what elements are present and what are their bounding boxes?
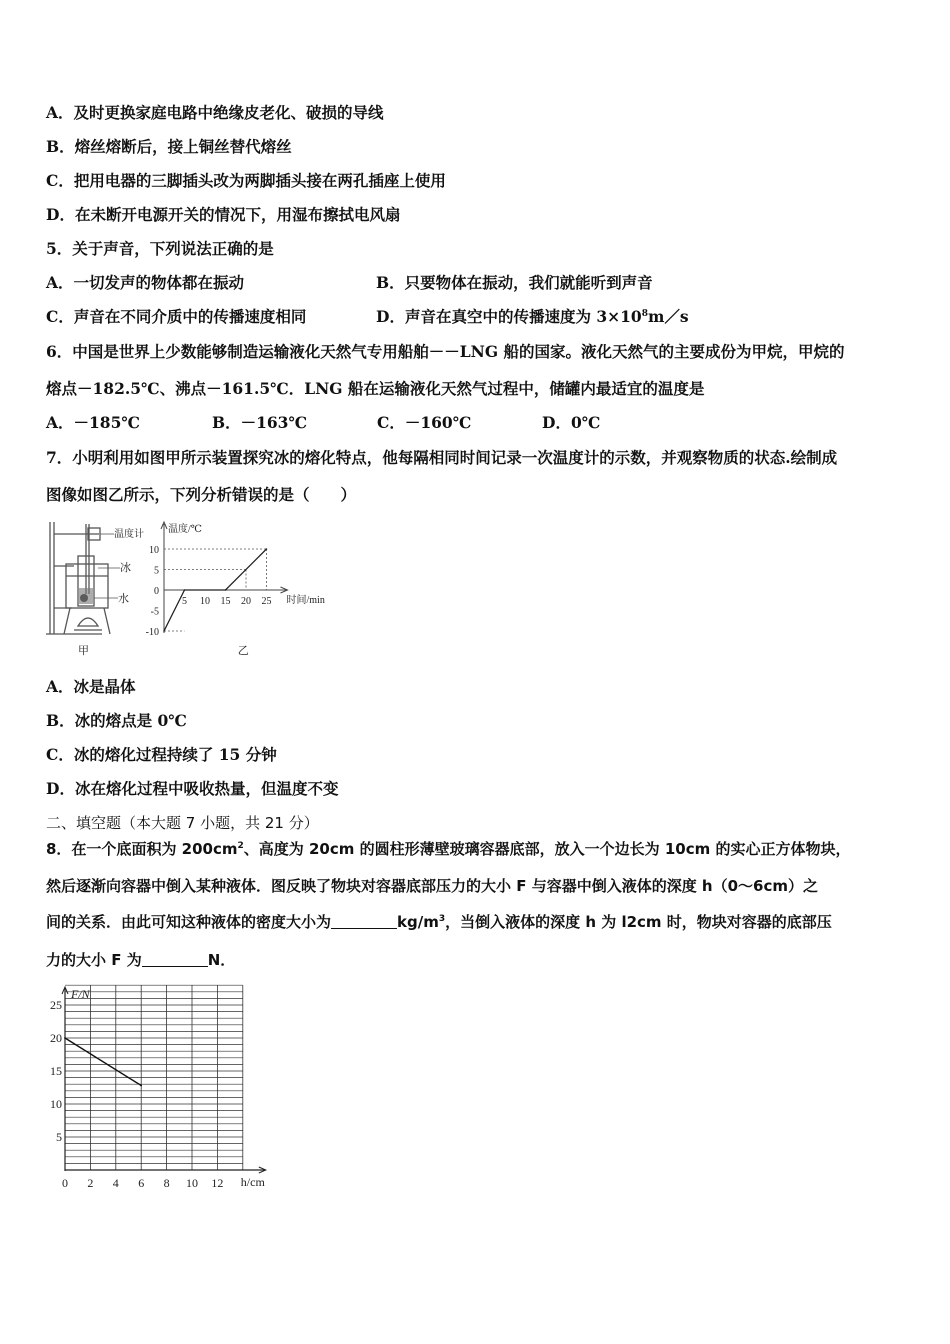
temperature-time-chart — [136, 518, 356, 660]
y-tick-label: 25 — [50, 998, 62, 1012]
q6-stem-line1: 6．中国是世界上少数能够制造运输液化天然气专用船舶－－LNG 船的国家。液化天然气的主要成份为甲烷，甲烷的 — [46, 342, 845, 361]
q5-option-b: B．只要物体在振动，我们就能听到声音 — [376, 273, 653, 292]
q7-stem-line2: 图像如图乙所示，下列分析错误的是（ ） — [46, 485, 357, 504]
q6-option-d: D．0℃ — [542, 413, 601, 432]
water-label: 水 — [118, 593, 129, 605]
density-answer-blank[interactable] — [331, 914, 397, 929]
q5-option-d: D．声音在真空中的传播速度为 $3\times 10^8m/s$ — [376, 307, 689, 326]
ice-label: 冰 — [120, 562, 131, 574]
x-tick-label: 0 — [62, 1176, 68, 1190]
figure-yi-caption: 乙 — [237, 645, 249, 657]
y-axis-label: 温度/℃ — [168, 524, 202, 535]
q4-option-c: C．把用电器的三脚插头改为两脚插头接在两孔插座上使用 — [46, 171, 446, 190]
x-tick-label: 6 — [138, 1176, 145, 1190]
series-line — [65, 1038, 141, 1086]
figure-jia-caption: 甲 — [78, 645, 89, 657]
q7-option-a: A．冰是晶体 — [46, 677, 136, 696]
q4-option-a: A．及时更换家庭电路中绝缘皮老化、破损的导线 — [46, 103, 384, 122]
x-tick-label: 20 — [241, 596, 251, 607]
y-axis-label: F/N — [71, 987, 90, 1001]
q5-option-a: A．一切发声的物体都在振动 — [46, 273, 245, 292]
x-tick-label: 4 — [112, 1176, 119, 1190]
q7-stem-line1: 7．小明利用如图甲所示装置探究冰的熔化特点，他每隔相同时间记录一次温度计的示数，并观察物质的状态.绘制成 — [46, 448, 838, 467]
y-tick-label: 15 — [50, 1064, 62, 1078]
y-tick-label: 20 — [50, 1031, 62, 1045]
q8-stem-line3: 间的关系．由此可知这种液体的密度大小为 $kg/m^3$，当倒入液体的深度 h 为 l2cm 时，物块对容器的底部压 — [46, 913, 832, 931]
x-tick-label: 2 — [87, 1176, 94, 1190]
q7-option-d: D．冰在熔化过程中吸收热量，但温度不变 — [46, 779, 339, 798]
x-tick-label: 25 — [261, 596, 272, 607]
q6-stem-line2: 熔点－182.5℃、沸点－161.5℃．LNG 船在运输液化天然气过程中，储罐内最适宜的温度是 — [46, 379, 705, 398]
q5-stem: 5．关于声音，下列说法正确的是 — [46, 239, 274, 258]
q8-stem-line1: 8．在一个底面积为 $200cm^2$、高度为 20cm 的圆柱形薄壁玻璃容器底部，放入一个边长为 10cm 的实心正方体物块， — [46, 840, 851, 858]
y-tick-label: -5 — [150, 606, 159, 618]
x-tick-label: 10 — [200, 596, 210, 607]
q8-stem-line2: 然后逐渐向容器中倒入某种液体．图反映了物块对容器底部压力的大小 F 与容器中倒入液体的深度 h（0～6cm）之 — [46, 877, 818, 895]
data-point — [140, 1085, 142, 1087]
thermometer-label: 温度计 — [114, 529, 144, 540]
data-point — [266, 548, 268, 550]
q6-option-c: C．－160℃ — [377, 413, 472, 432]
q7-option-c: C．冰的熔化过程持续了 15 分钟 — [46, 745, 277, 764]
q6-option-a: A．－185℃ — [46, 413, 140, 432]
x-tick-label: 15 — [220, 596, 231, 607]
q6-option-b: B．－163℃ — [212, 413, 308, 432]
data-point — [163, 630, 165, 632]
force-answer-blank[interactable] — [142, 952, 208, 967]
section-heading-fill-blank: 二、填空题（本大题 7 小题，共 21 分） — [46, 814, 319, 832]
q4-option-d: D．在未断开电源开关的情况下，用湿布擦拭电风扇 — [46, 205, 401, 224]
data-point — [64, 1037, 66, 1039]
y-tick-label: 0 — [154, 586, 159, 597]
y-tick-label: -10 — [145, 627, 159, 638]
data-point — [225, 589, 227, 591]
y-tick-label: 10 — [149, 545, 159, 556]
q4-option-b: B．熔丝熔断后，接上铜丝替代熔丝 — [46, 137, 292, 156]
x-tick-label: 10 — [186, 1176, 198, 1190]
x-tick-label: 5 — [182, 596, 187, 607]
q7-option-b: B．冰的熔点是 0℃ — [46, 711, 187, 730]
y-tick-label: 10 — [50, 1097, 62, 1111]
x-axis-label: 时间/min — [286, 595, 325, 606]
force-depth-chart — [40, 984, 280, 1190]
q8-stem-line4: 力的大小 F 为 N． — [46, 951, 236, 969]
x-tick-label: 8 — [163, 1176, 170, 1190]
y-tick-label: 5 — [56, 1130, 62, 1144]
q5-option-c: C．声音在不同介质中的传播速度相同 — [46, 307, 307, 326]
x-tick-label: 12 — [211, 1176, 224, 1190]
x-axis-label: h/cm — [240, 1175, 265, 1189]
y-tick-label: 5 — [154, 565, 159, 577]
data-point — [184, 589, 186, 591]
